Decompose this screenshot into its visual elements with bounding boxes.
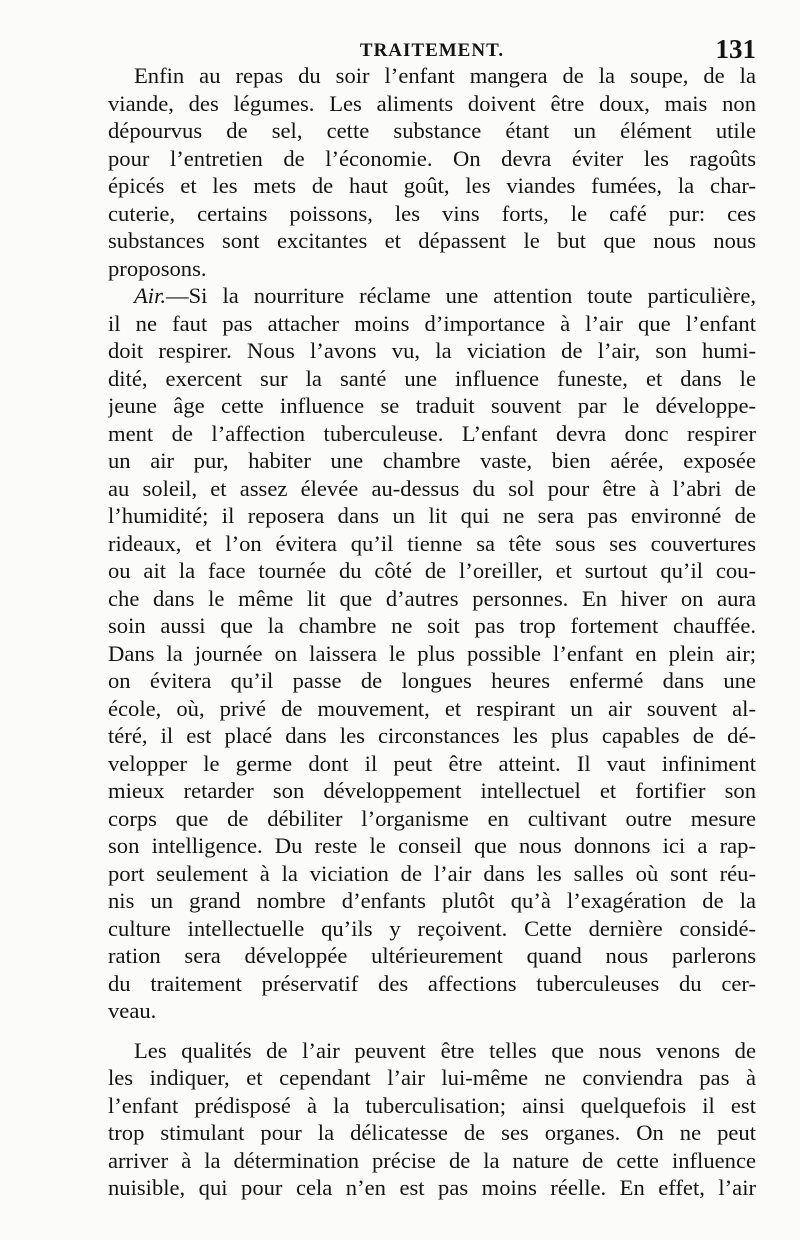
text-line: ou ait la face tournée du côté de l’oreiller, et surtout qu’il cou- bbox=[108, 558, 756, 583]
paragraph-air bbox=[108, 282, 756, 1025]
text-line: son intelligence. Du reste le conseil que nous donnons ici a rap- bbox=[108, 833, 756, 858]
text-line: viande, des légumes. Les aliments doivent être doux, mais non bbox=[108, 90, 756, 116]
page-number: 131 bbox=[715, 34, 756, 64]
text-line: pour l’entretien de l’économie. On devra éviter les ragoûts bbox=[108, 145, 756, 171]
text-line: substances sont excitantes et dépassent le but que nous nous bbox=[108, 228, 756, 253]
text-line: Enfin au repas du soir l’enfant mangera de la soupe, de la bbox=[134, 63, 756, 88]
text-line: veau. bbox=[108, 998, 157, 1023]
text-line: l’humidité; il reposera dans un lit qui ne sera pas environné de bbox=[108, 503, 756, 528]
text-line: trop stimulant pour la délicatesse de ses organes. On ne peut bbox=[108, 1120, 756, 1145]
text-line: corps que de débiliter l’organisme en cultivant outre mesure bbox=[108, 805, 756, 831]
text-line: nis un grand nombre d’enfants plutôt qu’à l’exagération de la bbox=[108, 888, 756, 913]
text-line: Les qualités de l’air peuvent être telles que nous venons de bbox=[134, 1037, 756, 1063]
text-line: port seulement à la viciation de l’air dans les salles où sont réu- bbox=[108, 860, 756, 886]
text-line: au soleil, et assez élevée au-dessus du sol pour être à l’abri de bbox=[108, 475, 756, 501]
text-line: téré, il est placé dans les circonstances les plus capables de dé- bbox=[108, 723, 756, 748]
text-line: cuterie, certains poissons, les vins forts, le café pur: ces bbox=[108, 200, 756, 226]
text-line: proposons. bbox=[108, 255, 207, 281]
text-line: du traitement préservatif des affections tuberculeuses du cer- bbox=[108, 970, 756, 996]
paragraph-air-qualities bbox=[108, 1037, 756, 1202]
text-line: arriver à la détermination précise de la nature de cette influence bbox=[108, 1147, 756, 1173]
text-line: un air pur, habiter une chambre vaste, bien aérée, exposée bbox=[108, 448, 756, 473]
text-line: Dans la journée on laissera le plus possible l’enfant en plein air; bbox=[108, 640, 756, 666]
running-title: TRAITEMENT. bbox=[359, 40, 505, 61]
text-line: nuisible, qui pour cela n’en est pas moins réelle. En effet, l’air bbox=[108, 1175, 756, 1200]
text-line: épicés et les mets de haut goût, les viandes fumées, la char- bbox=[108, 173, 756, 198]
text-line: rideaux, et l’on évitera qu’il tienne sa tête sous ses couvertures bbox=[108, 530, 756, 556]
text-line: soin aussi que la chambre ne soit pas trop fortement chauffée. bbox=[108, 613, 756, 638]
text-line: dité, exercent sur la santé une influence funeste, et dans le bbox=[108, 365, 756, 391]
text-line: ment de l’affection tuberculeuse. L’enfant devra donc respirer bbox=[108, 420, 756, 446]
text-line: velopper le germe dont il peut être atteint. Il vaut infiniment bbox=[108, 750, 756, 776]
text-line: doit respirer. Nous l’avons vu, la viciation de l’air, son humi- bbox=[108, 338, 756, 363]
text-line: dépourvus de sel, cette substance étant un élément utile bbox=[108, 118, 756, 143]
paragraph-diet bbox=[108, 62, 756, 282]
text-line: che dans le même lit que d’autres personnes. En hiver on aura bbox=[108, 585, 756, 611]
body-text bbox=[108, 62, 756, 1202]
text-line: mieux retarder son développement intellectuel et fortifier son bbox=[108, 778, 756, 803]
text-line-with-lead bbox=[108, 282, 756, 310]
text-line: culture intellectuelle qu’ils y reçoivent. Cette dernière considé- bbox=[108, 915, 756, 941]
text-line: les indiquer, et cependant l’air lui-même ne conviendra pas à bbox=[108, 1065, 756, 1090]
text-line: jeune âge cette influence se traduit souvent par le développe- bbox=[108, 393, 756, 418]
text-line: on évitera qu’il passe de longues heures enfermé dans une bbox=[108, 668, 756, 693]
text-line-rest: —Si la nourriture réclame une attention toute particulière, bbox=[166, 283, 756, 308]
text-line: école, où, privé de mouvement, et respirant un air souvent al- bbox=[108, 695, 756, 721]
text-line: ration sera développée ultérieurement quand nous parlerons bbox=[108, 943, 756, 968]
text-line: l’enfant prédisposé à la tuberculisation; ainsi quelquefois il est bbox=[108, 1092, 756, 1118]
section-lead-air: Air. bbox=[134, 283, 167, 308]
text-line: il ne faut pas attacher moins d’importance à l’air que l’enfant bbox=[108, 310, 756, 336]
